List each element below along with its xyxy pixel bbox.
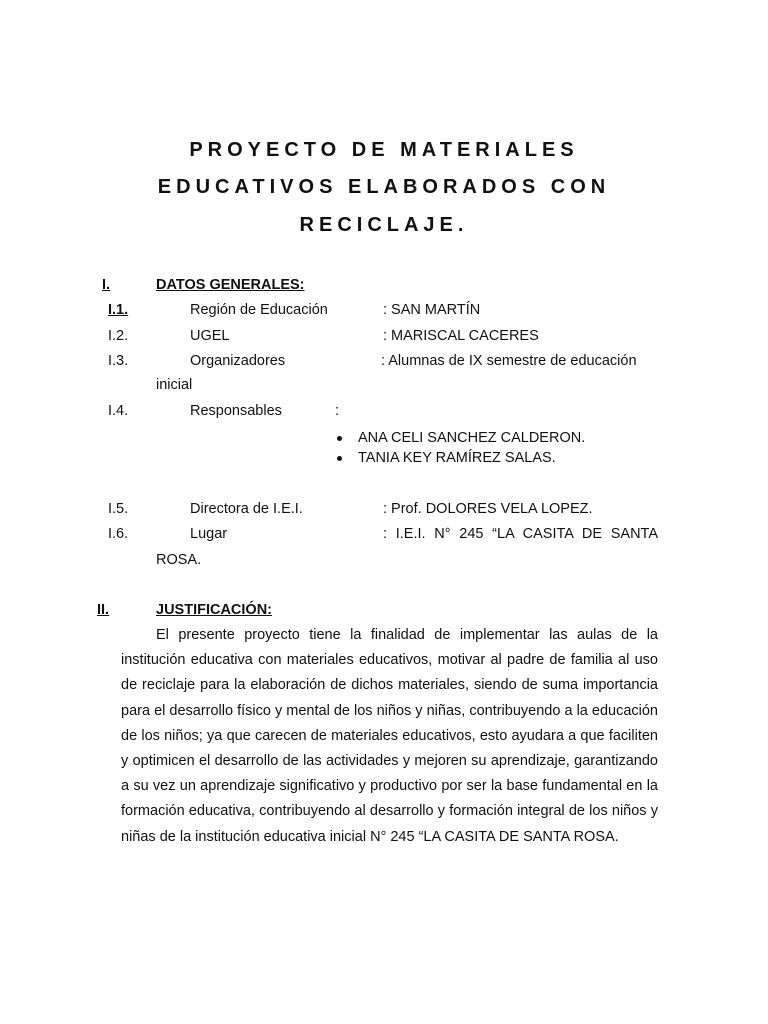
- item-value-continuation: inicial: [156, 377, 193, 393]
- document-title-line-1: PROYECTO DE MATERIALES: [189, 139, 579, 161]
- justification-paragraph: El presente proyecto tiene la finalidad de implementar las aulas de la institución educativa con materiales educativos, motivar al padre de familia al uso de reciclaje para la elaboración de dichos materiales, siendo de suma importancia para el desarrollo físico y mental de los niños y niñas, contribuyendo a la educación de los niños; ya que carecen de materiales educativos, esto ayudara a que faciliten y optimicen el desarrollo de las actividades y mejoren su aprendizaje, garantizando a su vez un aprendizaje significativo y productivo por ser la base fundamental en la formación educativa, contribuyendo al desarrollo y formación integral de los niños y niñas de la institución educativa inicial N° 245 “LA CASITA DE SANTA ROSA.: [121, 627, 658, 845]
- section-1-number: I.: [102, 277, 111, 293]
- bullet-icon: [337, 436, 342, 441]
- item-value: : SAN MARTÍN: [383, 302, 481, 318]
- section-2-heading: JUSTIFICACIÓN:: [156, 602, 272, 618]
- item-number: I.4.: [108, 403, 129, 419]
- item-value: : I.E.I. N° 245 “LA CASITA DE SANTA: [383, 526, 658, 542]
- item-label: Directora de I.E.I.: [190, 501, 303, 517]
- item-number: I.1.: [108, 302, 129, 318]
- item-label: UGEL: [190, 328, 230, 344]
- list-item: TANIA KEY RAMÍREZ SALAS.: [358, 450, 556, 466]
- document-title-line-3: RECICLAJE.: [299, 214, 469, 236]
- item-value: :: [335, 403, 340, 419]
- item-label: Responsables: [190, 403, 282, 419]
- item-value: : Prof. DOLORES VELA LOPEZ.: [383, 501, 593, 517]
- item-label: Organizadores: [190, 353, 286, 369]
- item-number: I.2.: [108, 328, 129, 344]
- section-2-number: II.: [97, 602, 110, 618]
- item-value: : Alumnas de IX semestre de educación: [381, 353, 637, 369]
- section-1-heading: DATOS GENERALES:: [156, 277, 305, 293]
- bullet-icon: [337, 456, 342, 461]
- item-value: : MARISCAL CACERES: [383, 328, 539, 344]
- item-number: I.6.: [108, 526, 129, 542]
- item-value-continuation: ROSA.: [156, 552, 202, 568]
- item-number: I.5.: [108, 501, 129, 517]
- item-label: Región de Educación: [190, 302, 328, 318]
- document-title-line-2: EDUCATIVOS ELABORADOS CON: [157, 176, 611, 198]
- item-label: Lugar: [190, 526, 228, 542]
- item-number: I.3.: [108, 353, 129, 369]
- list-item: ANA CELI SANCHEZ CALDERON.: [358, 430, 586, 446]
